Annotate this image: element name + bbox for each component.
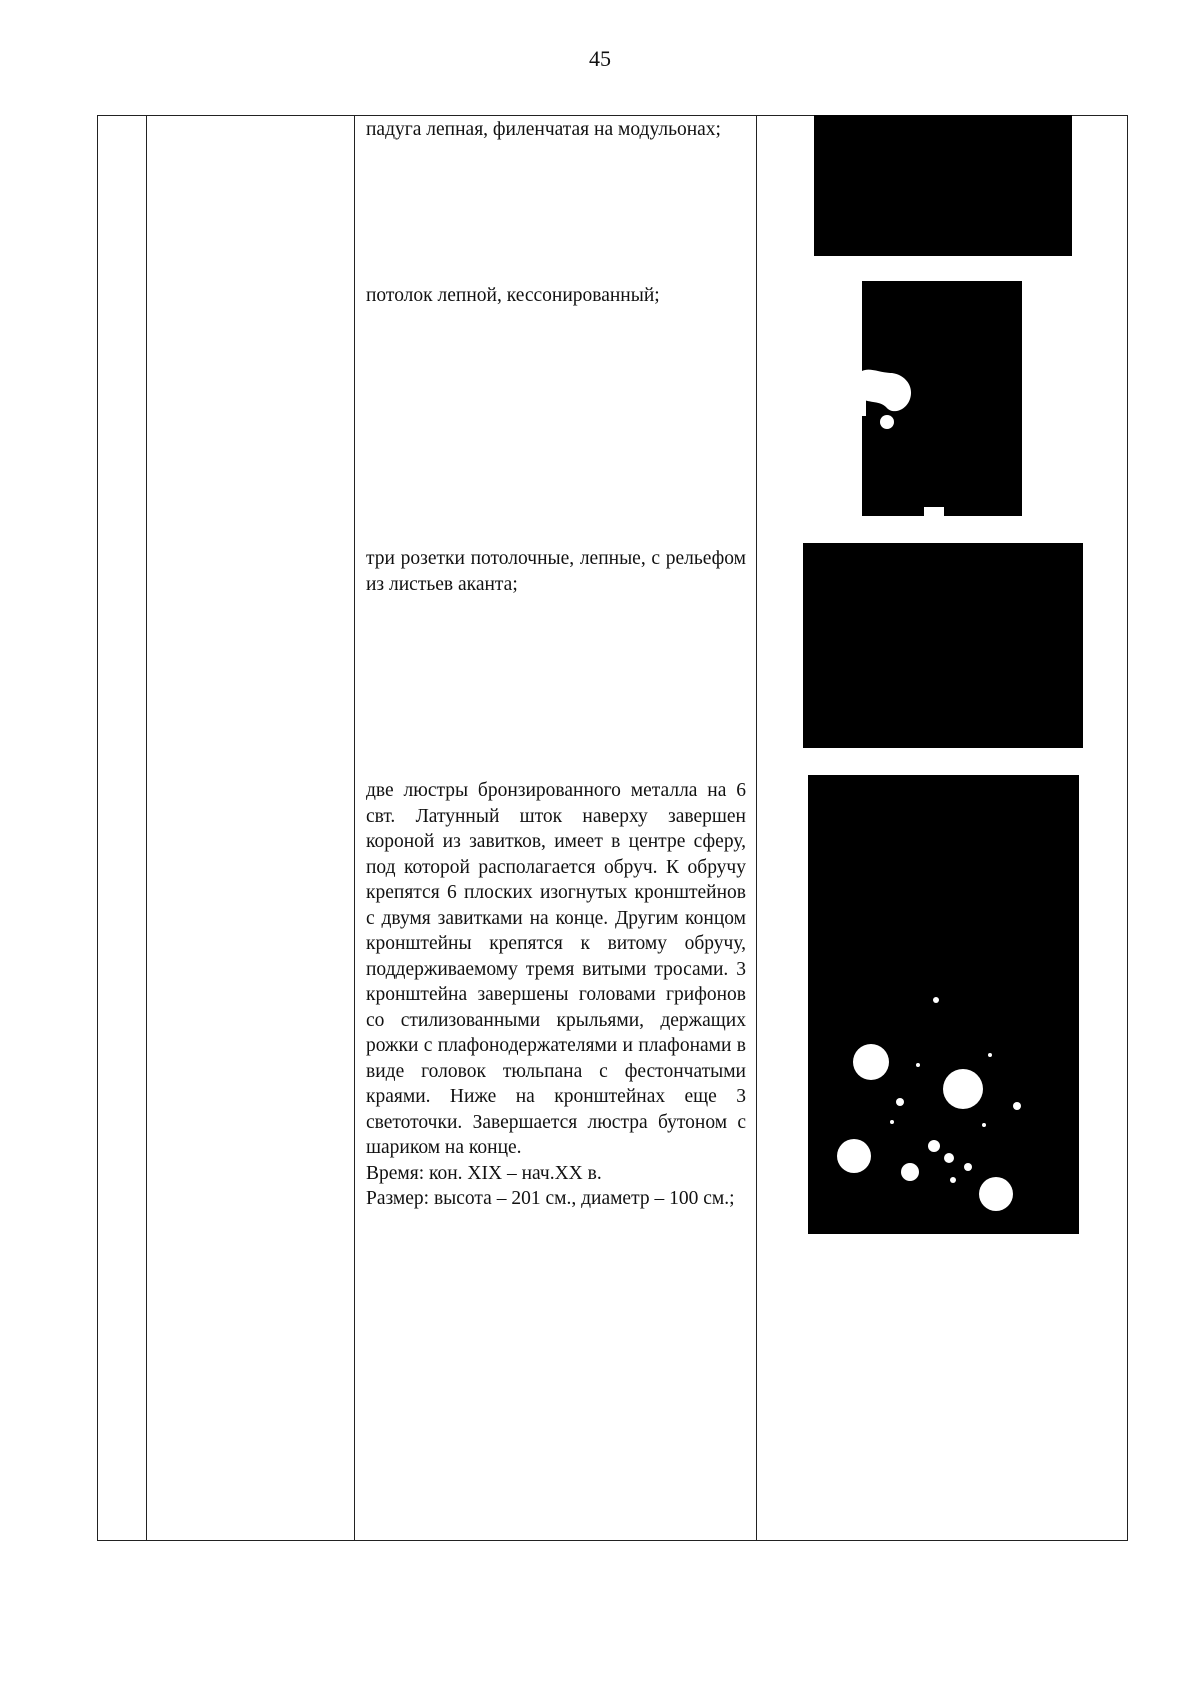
- chandelier-size: Размер: высота – 201 см., диаметр – 100 см.;: [366, 1188, 735, 1209]
- entry-description: [366, 778, 746, 1212]
- chandelier-description: две люстры бронзированного металла на 6 свт. Латунный шток наверху завершен короной из завитков, имеет в центре сферу, под которой располагается обруч. К обручу крепятся 6 плоских изогнутых кронштейнов с двумя завитками на конце. Другим концом кронштейны крепятся к витому обручу, поддерживаемому тремя витыми тросами. 3 кронштейна завершены головами грифонов со стилизованными крыльями, держащих рожки с плафонодержателями и плафонами в виде головок тюльпана с фестончатыми краями. Ниже на кронштейнах еще 3 светоточки. Завершается люстра бутоном с шариком на конце.: [366, 780, 746, 1158]
- ceiling-rosettes-photo: [803, 543, 1083, 748]
- entry-description: три розетки потолочные, лепные, с рельефом из листьев аканта;: [366, 548, 746, 595]
- moulded-frieze-photo: [814, 115, 1072, 256]
- entry-description: потолок лепной, кессонированный;: [366, 285, 660, 306]
- coffered-ceiling-photo: [862, 281, 1022, 516]
- chandelier-photo: [808, 775, 1079, 1234]
- entry-description: падуга лепная, филенчатая на модульонах;: [366, 119, 721, 140]
- chandelier-time: Время: кон. XIX – нач.XX в.: [366, 1162, 602, 1184]
- column-divider: [756, 115, 757, 1541]
- column-divider: [146, 115, 147, 1541]
- column-divider: [354, 115, 355, 1541]
- page-number: 45: [589, 46, 611, 71]
